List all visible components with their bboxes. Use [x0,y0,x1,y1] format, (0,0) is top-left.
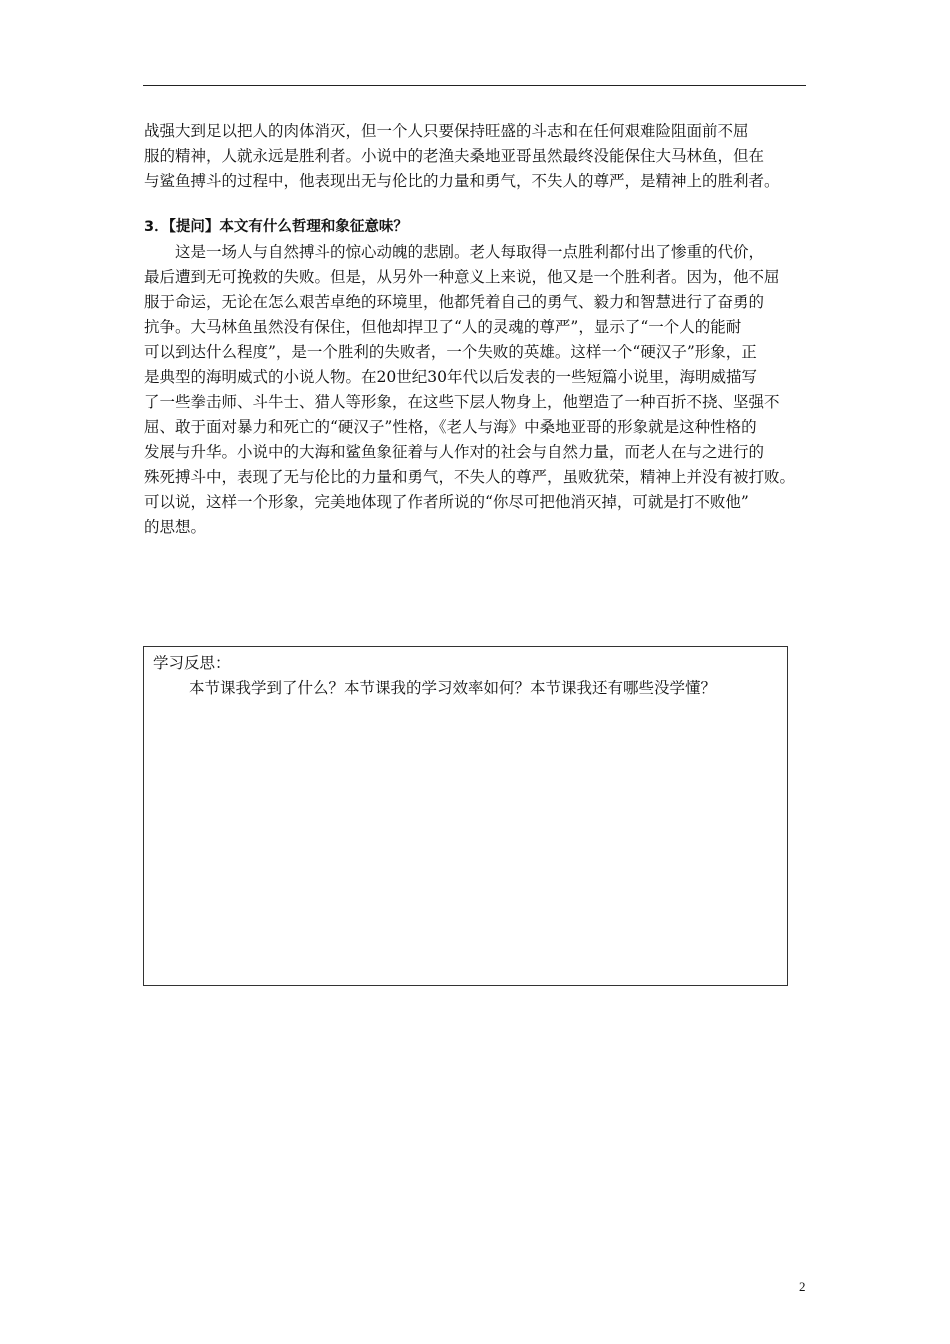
paragraph-line: 服的精神，人就永远是胜利者。小说中的老渔夫桑地亚哥虽然最终没能保住大马林鱼，但在 [144,147,765,165]
document-body [144,119,809,540]
paragraph-line: 的思想。 [144,518,207,536]
paragraph-line: 可以到达什么程度”，是一个胜利的失败者，一个失败的英雄。这样一个“硬汉子”形象，正 [144,343,757,361]
paragraph-line: 与鲨鱼搏斗的过程中，他表现出无与伦比的力量和勇气，不失人的尊严，是精神上的胜利者。 [144,172,780,190]
page-number: 2 [799,1279,806,1294]
paragraph-line: 抗争。大马林鱼虽然没有保住，但他却捍卫了“人的灵魂的尊严”，显示了“一个人的能耐 [144,318,742,336]
paragraph-line: 是典型的海明威式的小说人物。在20世纪30年代以后发表的一些短篇小说里，海明威描写 [144,368,757,386]
paragraph-line: 发展与升华。小说中的大海和鲨鱼象征着与人作对的社会与自然力量，而老人在与之进行的 [144,443,765,461]
paragraph-line: 了一些拳击师、斗牛士、猎人等形象，在这些下层人物身上，他塑造了一种百折不挠、坚强不 [144,393,780,411]
paragraph-line: 殊死搏斗中，表现了无与伦比的力量和勇气，不失人的尊严，虽败犹荣，精神上并没有被打败。 [144,468,796,486]
reflection-box[interactable] [143,646,788,986]
paragraph-line: 这是一场人与自然搏斗的惊心动魄的悲剧。老人每取得一点胜利都付出了惨重的代价， [175,243,765,261]
reflection-title: 学习反思： [153,654,231,672]
paragraph-line: 最后遭到无可挽救的失败。但是，从另外一种意义上来说，他又是一个胜利者。因为，他不屈 [144,268,780,286]
question-heading: 3．【提问】本文有什么哲理和象征意味？ [144,219,408,235]
paragraph-line: 战强大到足以把人的肉体消灭，但一个人只要保持旺盛的斗志和在任何艰难险阻面前不屈 [144,122,749,140]
paragraph-line: 可以说，这样一个形象，完美地体现了作者所说的“你尽可把他消灭掉，可就是打不败他” [144,493,749,511]
header-rule [143,85,806,86]
reflection-prompt: 本节课我学到了什么？本节课我的学习效率如何？本节课我还有哪些没学懂？ [189,679,717,697]
paragraph-line: 服于命运，无论在怎么艰苦卓绝的环境里，他都凭着自己的勇气、毅力和智慧进行了奋勇的 [144,293,765,311]
paragraph-line: 屈、敢于面对暴力和死亡的“硬汉子”性格，《老人与海》中桑地亚哥的形象就是这种性格的 [144,418,757,436]
